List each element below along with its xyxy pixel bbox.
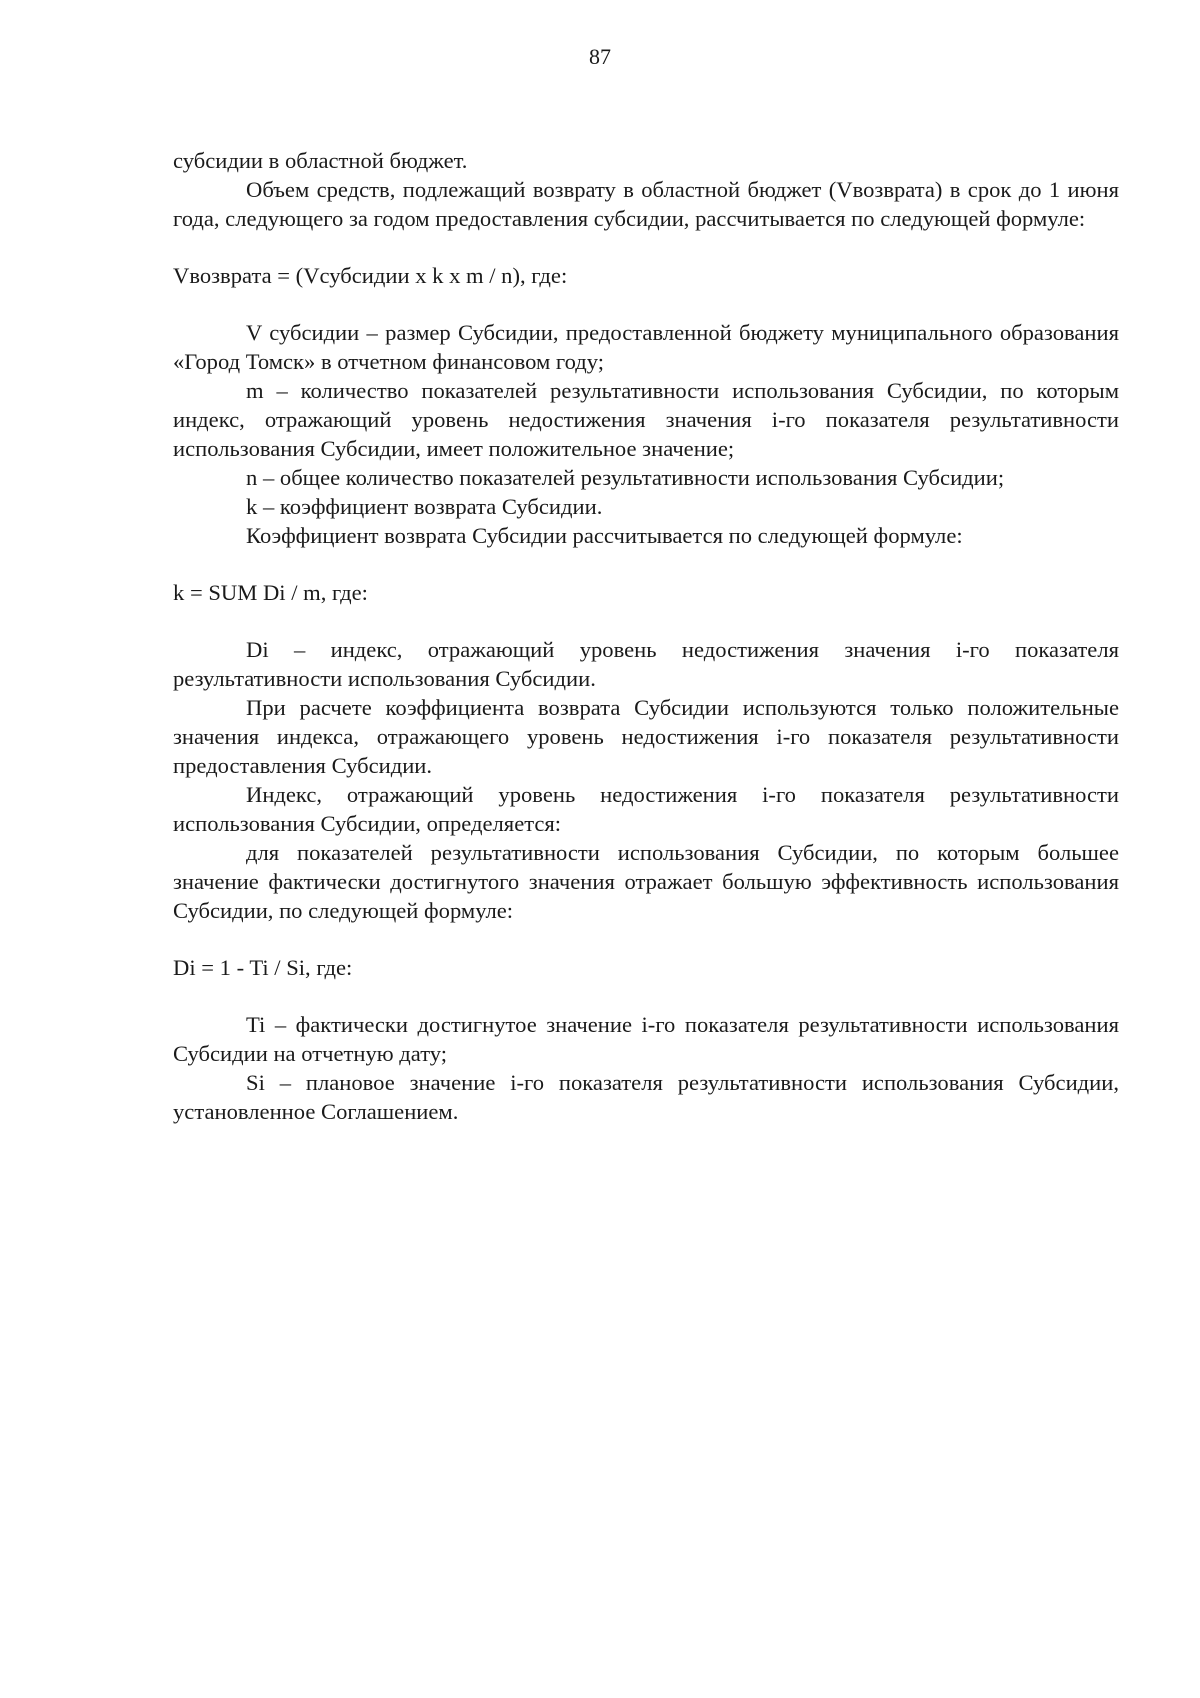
paragraph-coefficient-intro: Коэффициент возврата Субсидии рассчитывается по следующей формуле:	[246, 523, 963, 548]
formula-refund-volume: Vвозврата = (Vсубсидии x k x m / n), где:	[173, 263, 568, 288]
formula-index: Di = 1 - Ti / Si, где:	[173, 955, 353, 980]
document-body	[173, 146, 1119, 1126]
definition-k: k – коэффициент возврата Субсидии.	[246, 494, 603, 519]
paragraph-indicator-case: для показателей результативности использования Субсидии, по которым большее значение фактически достигнутого значения отражает большую эффективность использования Субсидии, по следующей формуле:	[173, 840, 1119, 923]
page-number: 87	[589, 44, 611, 69]
definition-n: n – общее количество показателей результативности использования Субсидии;	[246, 465, 1005, 490]
definition-m: m – количество показателей результативности использования Субсидии, по которым индекс, отражающий уровень недостижения значения i-го показателя результативности использования Субсидии, имеет положительное значение;	[173, 378, 1119, 461]
paragraph-positive-values: При расчете коэффициента возврата Субсидии используются только положительные значения индекса, отражающего уровень недостижения i-го показателя результативности предоставления Субсидии.	[173, 695, 1119, 778]
definition-v-subsidy: V субсидии – размер Субсидии, предоставленной бюджету муниципального образования «Город Томск» в отчетном финансовом году;	[173, 320, 1119, 374]
definition-di: Di – индекс, отражающий уровень недостижения значения i-го показателя результативности использования Субсидии.	[173, 637, 1119, 691]
paragraph-index-determination: Индекс, отражающий уровень недостижения i-го показателя результативности использования Субсидии, определяется:	[173, 782, 1119, 836]
paragraph-refund-volume: Объем средств, подлежащий возврату в областной бюджет (Vвозврата) в срок до 1 июня года, следующего за годом предоставления субсидии, рассчитывается по следующей формуле:	[173, 177, 1119, 231]
formula-coefficient: k = SUM Di / m, где:	[173, 580, 368, 605]
paragraph-continuation: субсидии в областной бюджет.	[173, 148, 468, 173]
definition-si: Si – плановое значение i-го показателя результативности использования Субсидии, установленное Соглашением.	[173, 1070, 1119, 1124]
definition-ti: Ti – фактически достигнутое значение i-го показателя результативности использования Субсидии на отчетную дату;	[173, 1012, 1119, 1066]
